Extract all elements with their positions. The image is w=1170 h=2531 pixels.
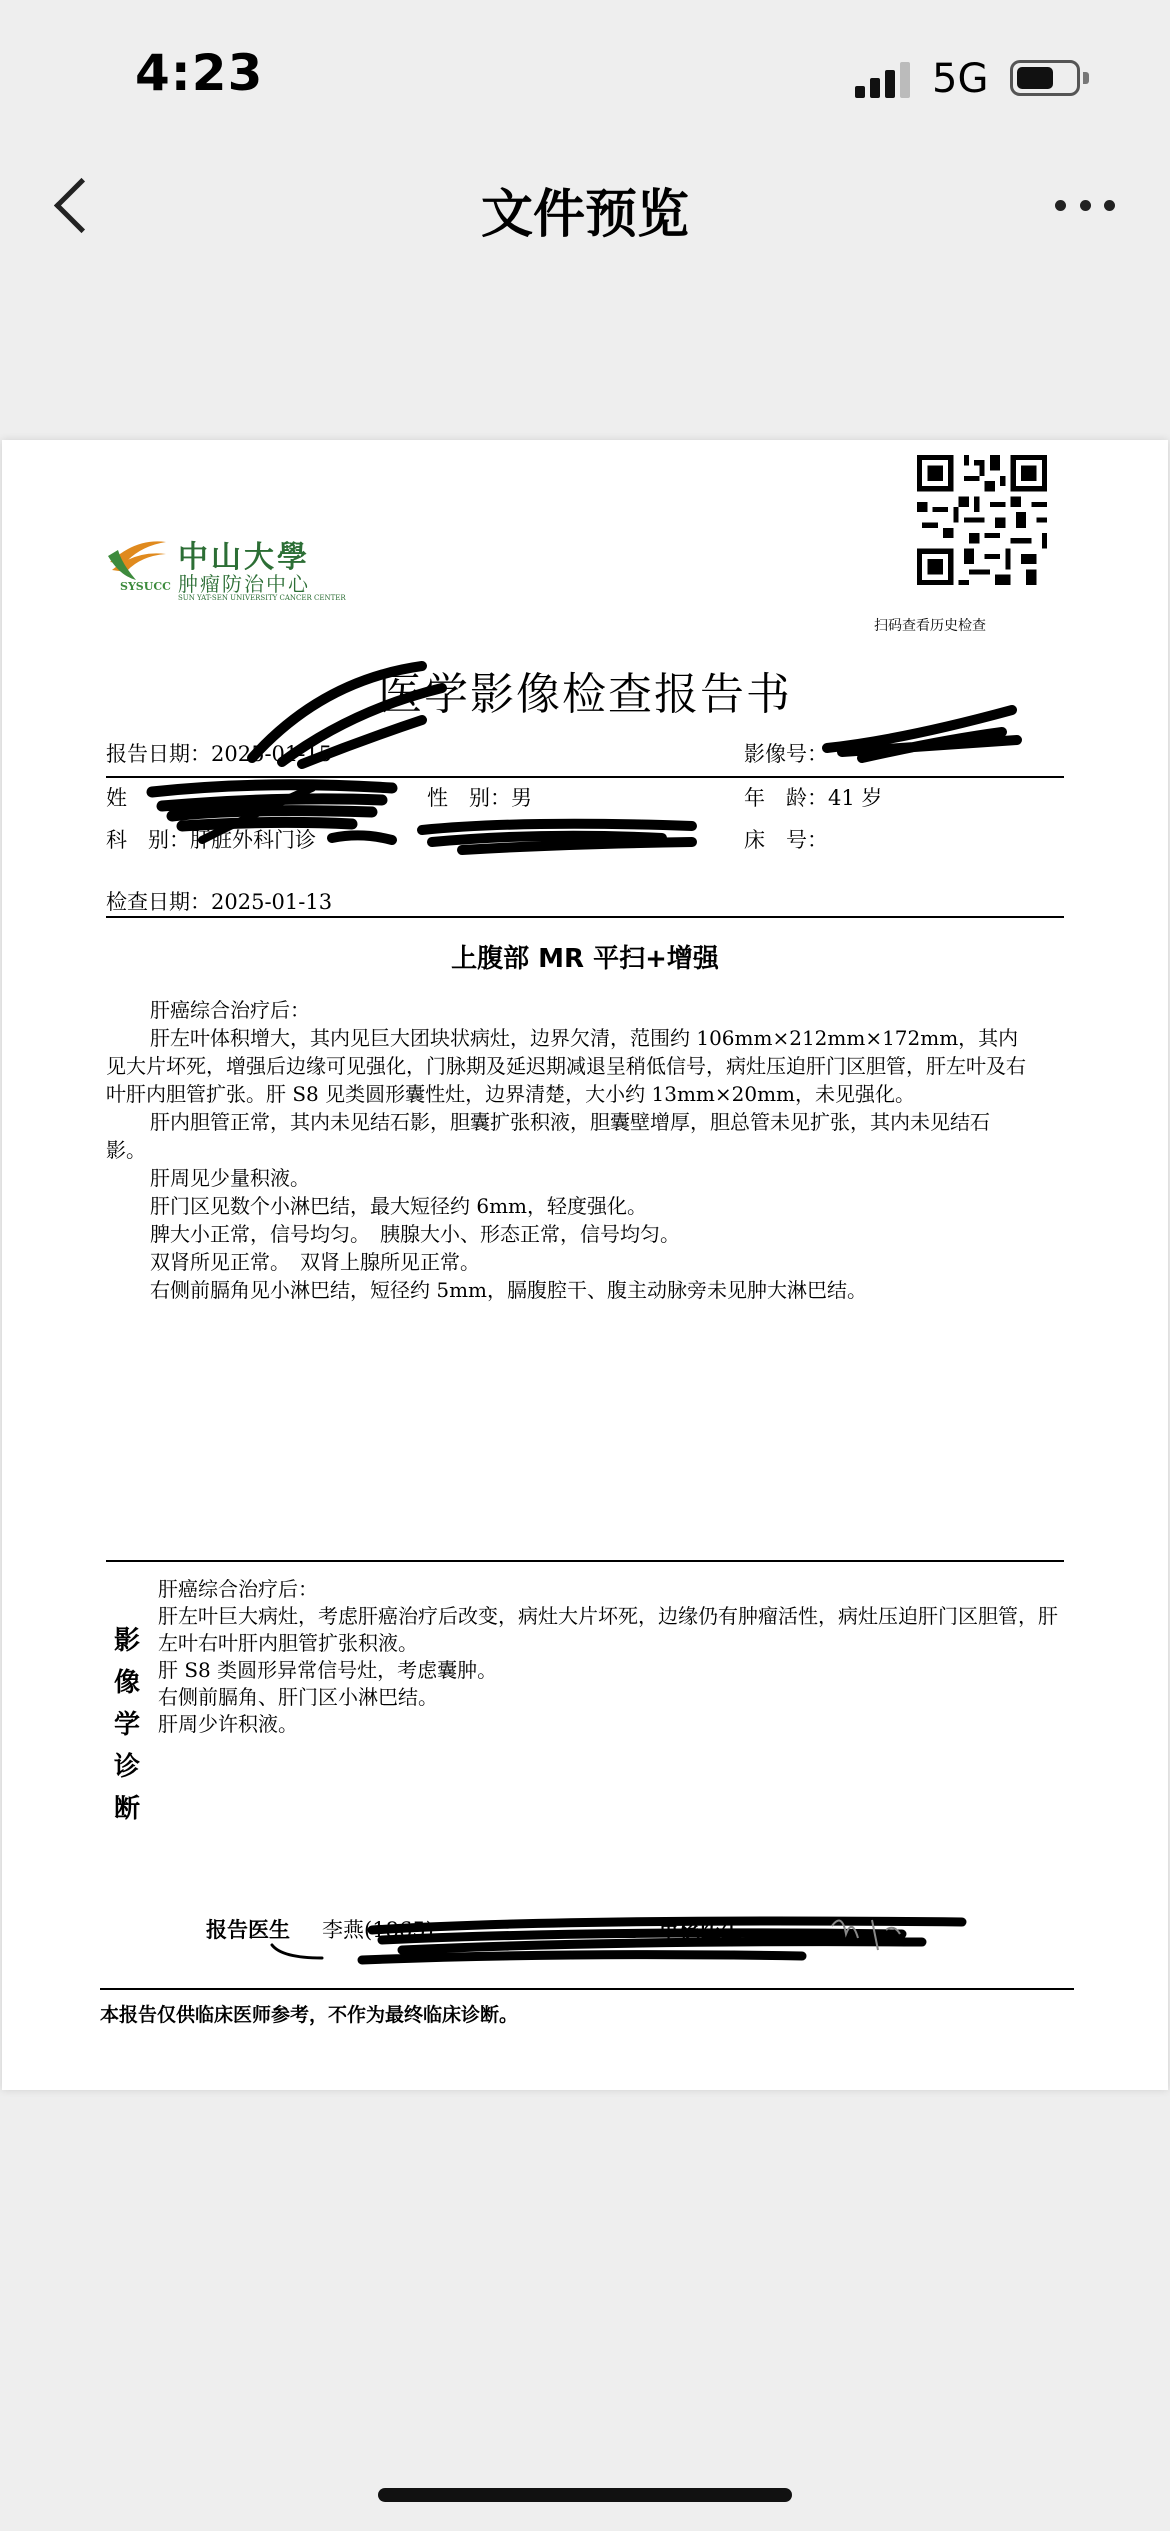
- finding-line: 右侧前膈角见小淋巴结，短径约 5mm，膈腹腔干、腹主动脉旁未见肿大淋巴结。: [150, 1278, 868, 1302]
- exam-date: 检查日期：2025-01-13: [106, 890, 333, 914]
- signal-icon: [855, 62, 915, 98]
- page-title: 文件预览: [480, 185, 689, 245]
- hospital-logo: [106, 528, 346, 608]
- battery-tip: [1083, 72, 1089, 84]
- finding-line: 肝周见少量积液。: [150, 1166, 310, 1190]
- patient-sex: 性 别：男: [427, 786, 532, 810]
- finding-line: 肝内胆管正常，其内未见结石影，胆囊扩张积液，胆囊壁增厚，胆总管未见扩张，其内未见结石影。: [106, 1110, 990, 1162]
- header-divider: [106, 776, 1064, 778]
- logo-name: 中山大學: [178, 540, 310, 575]
- patient-age: 年 龄：41 岁: [744, 786, 883, 810]
- diagnosis-line: 肝 S8 类圆形异常信号灶，考虑囊肿。: [158, 1658, 498, 1682]
- finding-line: 双肾所见正常。 双肾上腺所见正常。: [150, 1250, 480, 1274]
- qr-caption: 扫码查看历史检查: [874, 618, 986, 634]
- more-options-button[interactable]: [1055, 190, 1115, 220]
- battery-icon: [1010, 60, 1080, 96]
- image-number: 影像号：: [744, 742, 828, 766]
- patient-info-divider: [106, 916, 1064, 918]
- doctor-name: 李燕(1865): [322, 1918, 434, 1942]
- diagnosis-label: 影 像 学 诊 断: [113, 1626, 140, 1824]
- home-indicator[interactable]: [378, 2488, 792, 2502]
- finding-line: 肝门区见数个小淋巴结，最大短径约 6mm，轻度强化。: [150, 1194, 648, 1218]
- logo-mark: SYSUCC: [120, 580, 171, 593]
- finding-line: 肝左叶体积增大，其内见巨大团块状病灶，边界欠清，范围约 106mm×212mm×172mm，其内见大片坏死，增强后边缘可见强化，门脉期及延迟期减退呈稍低信号，病灶压迫肝门区胆管，肝左叶及右叶肝内胆管扩张。肝 S8 见类圆形囊性灶，边界清楚，大小约 13mm×20mm，未见强化。: [106, 1026, 1026, 1106]
- status-time: 4:23: [135, 44, 264, 102]
- finding-line: 脾大小正常，信号均匀。 胰腺大小、形态正常，信号均匀。: [150, 1222, 680, 1246]
- finding-line: 肝癌综合治疗后：: [150, 998, 310, 1022]
- bed-number: 床 号：: [744, 828, 828, 852]
- findings-divider: [106, 1560, 1064, 1562]
- diagnosis-line: 肝左叶巨大病灶，考虑肝癌治疗后改变，病灶大片坏死，边缘仍有肿瘤活性，病灶压迫肝门区胆管，肝左叶右叶肝内胆管扩张积液。: [158, 1604, 1058, 1655]
- report-date: 报告日期：2025-01-15: [106, 742, 333, 766]
- footer-divider: [100, 1988, 1074, 1990]
- exam-title: 上腹部 MR 平扫+增强: [451, 944, 719, 974]
- document-preview[interactable]: [2, 440, 1168, 2090]
- logo-english: SUN YAT-SEN UNIVERSITY CANCER CENTER: [178, 594, 346, 602]
- patient-name-label: 姓: [106, 786, 127, 810]
- logo-subtitle: 肿瘤防治中心: [178, 572, 310, 596]
- network-label: 5G: [932, 56, 989, 102]
- diagnosis-line: 肝癌综合治疗后：: [158, 1577, 318, 1601]
- disclaimer: 本报告仅供临床医师参考，不作为最终临床诊断。: [100, 2004, 519, 2026]
- diagnosis-line: 肝周少许积液。: [158, 1712, 298, 1736]
- department: 科 别：肝脏外科门诊: [106, 828, 316, 852]
- reviewer-label: 审核医生: [658, 1917, 742, 1942]
- logo-mark-icon: [106, 528, 170, 588]
- doctor-label: 报告医生: [206, 1917, 290, 1942]
- report-title: 医学影像检查报告书: [378, 669, 792, 720]
- qr-code-icon[interactable]: [917, 455, 1047, 585]
- diagnosis-line: 右侧前膈角、肝门区小淋巴结。: [158, 1685, 438, 1709]
